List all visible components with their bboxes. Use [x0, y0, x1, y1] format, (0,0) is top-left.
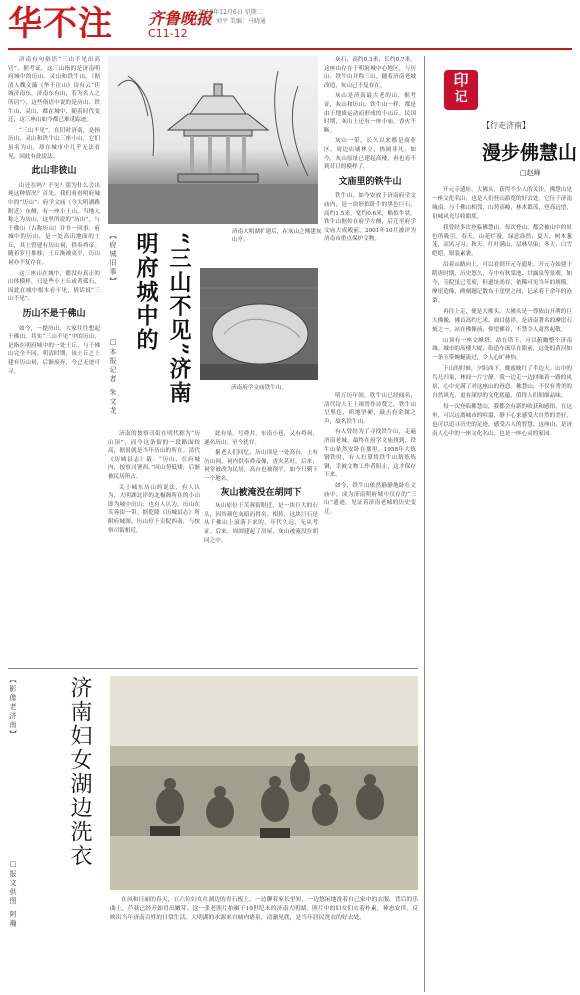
- iron-ox-illustration: [200, 268, 318, 380]
- pavilion-caption: 济南大明湖扩建后，在灰山之侧建灰山亭。: [232, 229, 322, 243]
- article1-paragraph: “三山不见”，在旧时济南，是指历山、灵山和铁牛山三座小山，它们虽名为山，却在城市中几乎无法看见，因此有此说法。: [8, 127, 100, 160]
- pavilion-illustration: [108, 56, 318, 224]
- yinji-stamp: [444, 70, 478, 110]
- iron-ox-caption: 济南府学文庙铁牛山。: [231, 385, 287, 391]
- article1-paragraph: 山还在吗？不见？那为什么会出现这种情况？首先，我们看看明府城中的“历山”：府学文庙（今大明湖路附近）东侧，有一座小土山，当地人称之为历山，这里所说的“历山”，与千佛山（古称历山）并非一回事。府城中的历山，是一处高出地面的土丘，其上曾建有历山祠，供奉舜帝。随着岁月推移，土丘渐被夷平，历山祠亦不复存在。: [8, 182, 100, 267]
- article3-paragraph: 沿着山路向上，可以看到开元寺遗址。开元寺始建于隋唐时期，历史悠久，寺中有秋棠池、甘露泉等景观。如今，寺院虽已荒废，但遗址尚存，依稀可见当年的规模。摩崖造像、碑刻题记散布于崖壁之间，记录着千余年的沧桑。: [432, 262, 572, 304]
- article1-kicker: 【府城旧事】: [109, 232, 117, 286]
- article1-paragraph: 如今，铁牛山依然静静地卧在文庙中，成为济南明府城中仅存的“三山”遗迹，见证着济南老城的历史变迁。: [324, 482, 416, 515]
- stamp-char-top: 印: [453, 71, 469, 89]
- issue-date: 2016年12月6日 星期二: [198, 9, 263, 16]
- article2-byline: □报文供图 阿瀚: [9, 860, 17, 929]
- subheading-lishan: 历山不是千佛山: [22, 309, 86, 320]
- article1-column-5: [324, 392, 416, 660]
- article3-kicker: 【行走济南】: [482, 121, 530, 130]
- article1-paragraph: 灰石，高约0.3米，长约0.7米。这座山存在于明府城中心地区，与历山、铁牛山并称三山。随着济南老城改造，灰山已不复存在。: [324, 57, 416, 89]
- subheading-huishan: 灰山被淹没在胡同下: [220, 487, 302, 498]
- article1-paragraph: 灰山一带，长久以来都是商业区，周边店铺林立，热闹非凡。如今，灰山原址已建起高楼，再也看不到昔日的模样了。: [324, 138, 416, 171]
- stamp-char-bottom: 记: [454, 90, 468, 105]
- newspaper-logo: 齐鲁晚报: [148, 9, 213, 28]
- article3-paragraph: 每一次登临佛慧山，我都会有新的收获和感悟。在这里，可以远离城市的喧嚣，静下心来感受大自然的美好，也可以追寻历史的足迹，感受古人的智慧。这座山，是济南人心中的一座文化名山，也是一座心灵的家园。: [432, 403, 572, 437]
- article1-paragraph: 有人曾经为了寻找铁牛山，走遍济南老城。最终在府学文庙找到，铁牛山依然安卧在那里。1958年大炼钢铁时，有人打算将铁牛山熔炼炼钢，幸被文物工作者阻止，这才保存下来。: [324, 429, 416, 479]
- article1-column-3: [204, 430, 318, 660]
- article3-paragraph: 开元寺遗址、大佛头，获得不少人的关注，佛慧山是一座文化名山，也是人们登山游览的好去处。它位于济南城南，与千佛山相邻，山势高峻，林木繁茂，登高远望，泉城风光尽收眼底。: [432, 187, 572, 220]
- article1-paragraph: 此有泉，号舜井，东南小巷，又有舜祠，遂名历山。至今犹存。: [204, 431, 318, 446]
- issue-meta: [198, 8, 338, 26]
- article1-paragraph: 如今，一提历山，大家往往想起千佛山。其实“三山不见”中的历山，是指在明府城中的一处土丘，与千佛山完全不同。明清时期，该土丘之上建有历山祠，后渐废弃，今已无迹可寻。: [8, 325, 100, 375]
- article1-title: “三山不见”济南明府城中的: [133, 232, 192, 406]
- article1-column-1: [8, 56, 100, 668]
- article1-column-4: [324, 56, 416, 386]
- issue-editors: 编辑：刘平 美编：马晓通: [198, 18, 266, 25]
- article1-paragraph: 明万历年间，铁牛山已经闻名，清代诗人王士禛曾作诗赞之。铁牛山呈黑色，质地坚硬，敲击有金属之声，故名铁牛山。: [324, 393, 416, 425]
- article3-paragraph: 山顶有一座文峰塔，站在塔下，可以俯瞰整个济南城。城市的高楼大厦、街道车流尽在眼前，远处的黄河如一条玉带蜿蜒流过，令人心旷神怡。: [432, 337, 572, 362]
- article1-byline: □本报记者 朱文龙: [109, 338, 117, 416]
- article2-title: 济南妇女湖边洗衣: [67, 676, 92, 868]
- article2-kicker: 【影像老济南】: [9, 676, 17, 739]
- pavilion-photo: [108, 56, 318, 224]
- article3-title: 漫步佛慧山: [482, 142, 578, 164]
- header-rule: [8, 48, 572, 50]
- subheading-iron-ox: 文庙里的铁牛山: [338, 176, 402, 187]
- washing-women-photo: [110, 676, 418, 890]
- article3-byline: □赵峰: [520, 169, 541, 177]
- subheading-not-that-mountain: 此山非彼山: [31, 166, 77, 177]
- iron-ox-photo: [200, 268, 318, 380]
- section-title: 华不注: [8, 4, 113, 44]
- article1-column-2: [108, 430, 200, 660]
- page-numbers: C11-12: [148, 27, 188, 40]
- washing-women-illustration: [110, 676, 418, 890]
- article3-body: [432, 186, 572, 992]
- article1-paragraph: 济南有句俗语“三山不见出高官”，据考证，这三山指的是济南明府城中的历山、灵山和铁牛山。（据清人魏文藻《华不注山》诗有云“佳城济南东，济南东有山，若为名人之所居”），这些俗语中说的是历山、铁牛山、灵山，都在城中，随着时代变迁，这三座山如今都已难觅踪迹。: [8, 57, 100, 124]
- article3-paragraph: 再往上走，便是大佛头。大佛头是一尊依山开凿的巨大佛像，佛首高约七米，面目慈祥，是济南著名的摩崖石刻之一。站在佛像前，仰望佛首，不禁令人肃然起敬。: [432, 308, 572, 333]
- article3-paragraph: 我曾经多次登临佛慧山。每次登山，都会被山中的景色所吸引。春天，山花烂漫，绿意盎然；夏天，树木葱茏，凉风习习；秋天，红叶满山，层林尽染；冬天，白雪皑皑，银装素裹。: [432, 224, 572, 258]
- article2-paragraph: 在风和日丽的春天，五六位妇女在湖边的青石板上，一边聊着家长里短，一边悠闲地洗着自己家中的衣服。背后的乐曲上，芦荻已经开始冒出嫩芽。这一张老照片拍摄于19世纪末的济南大明湖，照片中的妇女们衣着朴素，神态安详，反映出当年济南百姓的日常生活。大明湖的水源来自城内诸泉，清澈见底，是当年居民洗衣的好去处。: [110, 897, 418, 921]
- article1-paragraph: 关于城东历山的说法，有人认为，大明湖北岸的北极阁所在的小山即为城中历山；也有人认为，历山在芙蓉街一带。据乾隆《历城县志》所附府城图，历山位于贡院西南，与按察司街相近。: [108, 484, 200, 534]
- article1-paragraph: 济南的按察司街在明代称为“历山顶”，而今这条街的一段路面较高，据说就是当年历山的所在。清代《历城县志》载：“历山，在府城内，按察司署西。”因山势低矮，后渐被民居所占。: [108, 431, 200, 480]
- article1-paragraph: 这三座山在城中，都没有真正的山体模样，只是些小土丘或者孤石，因此在城中根本看不见，俗话说“三山不见”。: [8, 270, 100, 303]
- column-divider: [424, 56, 425, 992]
- article1-paragraph: 据老人们回忆，历山顶是一处高台，上有历山祠，祠内供奉舜帝像，香火甚旺。后来，祠堂被改为民居，高台也被削平，如今只剩下一个地名。: [204, 450, 318, 482]
- article2-caption: [110, 896, 418, 992]
- article3-paragraph: 下山的时候，夕阳西下，晚霞映红了半边天。山中的鸟儿归巢，林间一片宁静。我一边走一边回味着一路的风景，心中充满了对这座山的眷恋。佛慧山，不仅有秀美的自然风光，更有深厚的文化底蕴，值得人们细细品味。: [432, 366, 572, 399]
- article1-paragraph: 灰山是济南最古老的山，据考证，灰山和历山、铁牛山一样，都是由于地质运动而形成的小山丘。民国时期，灰山上还有一座小庙，香火不断。: [324, 93, 416, 134]
- section-divider: [8, 668, 418, 669]
- article1-paragraph: 铁牛山，如今安放于济南府学文庙内，是一块形似卧牛的黑色巨石，高约1.5米，宽约0.6米，略似牛状。铁牛山据传在府学左侧，后迁至府学文庙大成殿前，2001年10月被评为济南市重点保护文物。: [324, 193, 416, 243]
- article1-paragraph: 灰山原位于芙蓉街附近，是一块巨大的石头，因其颜色灰暗而得名。相传，这块巨石是从千佛山上滚落下来的，年代久远，无从考证。后来，周围建起了房屋，灰山被淹没在胡同之中。: [204, 503, 318, 544]
